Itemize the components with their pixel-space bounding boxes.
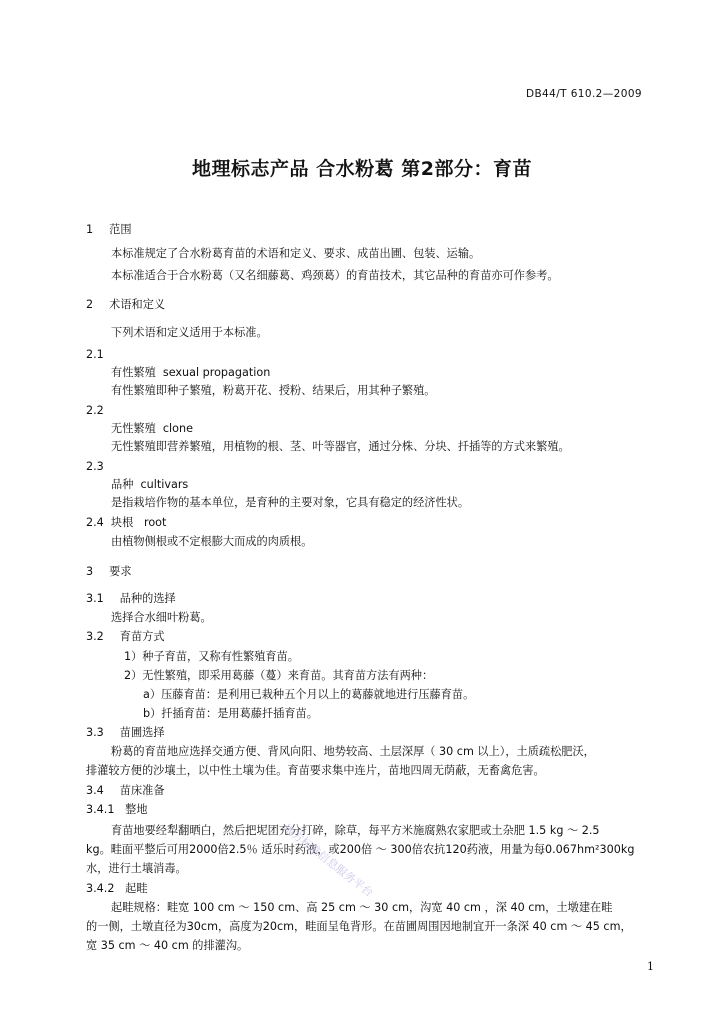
list-item: 2）无性繁殖，即采用葛藤（蔓）来育苗。其育苗方法有两种： — [124, 669, 434, 682]
term-name: 有性繁殖 — [111, 366, 156, 379]
term-number: 2.3 — [86, 460, 104, 473]
subsubsection-title: 整地 — [125, 803, 148, 816]
paragraph: 起畦规格：畦宽 100 cm ～ 150 cm、高 25 cm ～ 30 cm，沟宽 40 cm ，深 40 cm，土墩建在畦 — [111, 901, 613, 914]
term-definition: 无性繁殖即营养繁殖，用植物的根、茎、叶等器官，通过分株、分块、扦插等的方式来繁殖。 — [111, 440, 570, 453]
term-heading — [86, 515, 166, 531]
paragraph: 宽 35 cm ～ 40 cm 的排灌沟。 — [86, 939, 249, 952]
paragraph: 的一侧，土墩直径为30cm，高度为20cm，畦面呈龟背形。在苗圃周围因地制宜开一条深 40 cm ～ 45 cm， — [86, 920, 632, 933]
subsubsection-number: 3.4.1 — [86, 803, 115, 816]
section-3-heading — [86, 564, 132, 580]
paragraph: 排灌较方便的沙壤土，以中性土壤为佳。育苗要求集中连片，苗地四周无荫蔽，无畜禽危害。 — [86, 764, 545, 777]
page-number: 1 — [647, 960, 654, 973]
watermark-text: 地方标准信息服务平台 — [280, 821, 376, 900]
paragraph: 育苗地要经犁翻晒白，然后把坭团充分打碎，除草，每平方米施腐熟农家肥或土杂肥 1.5 kg ～ 2.5 — [111, 824, 600, 837]
term-english: sexual propagation — [162, 366, 271, 379]
section-title: 范围 — [109, 223, 132, 236]
section-number: 3 — [86, 565, 94, 578]
paragraph: 粉葛的育苗地应选择交通方便、背风向阳、地势较高、土层深厚（ 30 cm 以上），土质疏松肥沃， — [111, 745, 595, 758]
subsection-number: 3.2 — [86, 630, 104, 643]
term-definition: 有性繁殖即种子繁殖，粉葛开花、授粉、结果后，用其种子繁殖。 — [111, 384, 436, 397]
subsection-heading — [86, 629, 165, 645]
term-name: 品种 — [111, 478, 134, 491]
subsubsection-number: 3.4.2 — [86, 882, 115, 895]
section-1-heading — [86, 222, 132, 238]
list-item: 1）种子育苗，又称有性繁殖育苗。 — [124, 650, 299, 663]
subsection-title: 育苗方式 — [119, 630, 165, 643]
term-number: 2.2 — [86, 404, 104, 417]
paragraph: kg。畦面平整后可用2000倍2.5％ 适乐时药液，或200倍 ～ 300倍农抗120药液，用量为每0.067hm²300kg — [86, 843, 635, 856]
term-english: root — [143, 516, 167, 529]
list-item: b）扦插育苗：是用葛藤扦插育苗。 — [143, 707, 318, 720]
standard-code: DB44/T 610.2—2009 — [525, 88, 642, 100]
subsubsection-heading — [86, 802, 148, 818]
paragraph: 本标准规定了合水粉葛育苗的术语和定义、要求、成苗出圃、包装、运输。 — [111, 247, 481, 260]
subsection-number: 3.1 — [86, 592, 104, 605]
paragraph: 选择合水细叶粉葛。 — [111, 611, 212, 624]
term-number: 2.4 — [86, 516, 104, 529]
subsection-title: 苗圃选择 — [119, 726, 165, 739]
term-name: 块根 — [110, 516, 134, 529]
term-number: 2.1 — [86, 348, 104, 361]
subsection-heading — [86, 783, 165, 799]
term-definition: 是指栽培作物的基本单位，是育种的主要对象，它具有稳定的经济性状。 — [111, 496, 470, 509]
section-2-heading — [86, 297, 165, 313]
subsection-number: 3.3 — [86, 726, 104, 739]
paragraph: 下列术语和定义适用于本标准。 — [111, 326, 268, 339]
section-title: 术语和定义 — [109, 298, 166, 311]
subsection-heading — [86, 591, 176, 607]
subsection-heading — [86, 725, 165, 741]
term-heading — [111, 421, 193, 437]
paragraph: 本标准适合于合水粉葛（又名细藤葛、鸡颈葛）的育苗技术，其它品种的育苗亦可作参考。 — [111, 269, 559, 282]
subsection-title: 苗床准备 — [119, 784, 165, 797]
section-number: 2 — [86, 298, 94, 311]
paragraph: 水，进行土壤消毒。 — [86, 862, 187, 875]
subsubsection-heading — [86, 881, 148, 897]
term-heading — [111, 365, 270, 381]
term-heading — [111, 477, 188, 493]
document-title: 地理标志产品 合水粉葛 第2部分：育苗 — [192, 158, 532, 180]
subsection-title: 品种的选择 — [119, 592, 176, 605]
term-definition: 由植物侧根或不定根膨大而成的肉质根。 — [111, 535, 313, 548]
subsubsection-title: 起畦 — [125, 882, 148, 895]
term-english: clone — [162, 422, 193, 435]
subsection-number: 3.4 — [86, 784, 104, 797]
section-number: 1 — [86, 223, 94, 236]
term-name: 无性繁殖 — [111, 422, 156, 435]
term-english: cultivars — [140, 478, 189, 491]
section-title: 要求 — [109, 565, 132, 578]
list-item: a）压藤育苗：是利用已栽种五个月以上的葛藤就地进行压藤育苗。 — [143, 688, 475, 701]
